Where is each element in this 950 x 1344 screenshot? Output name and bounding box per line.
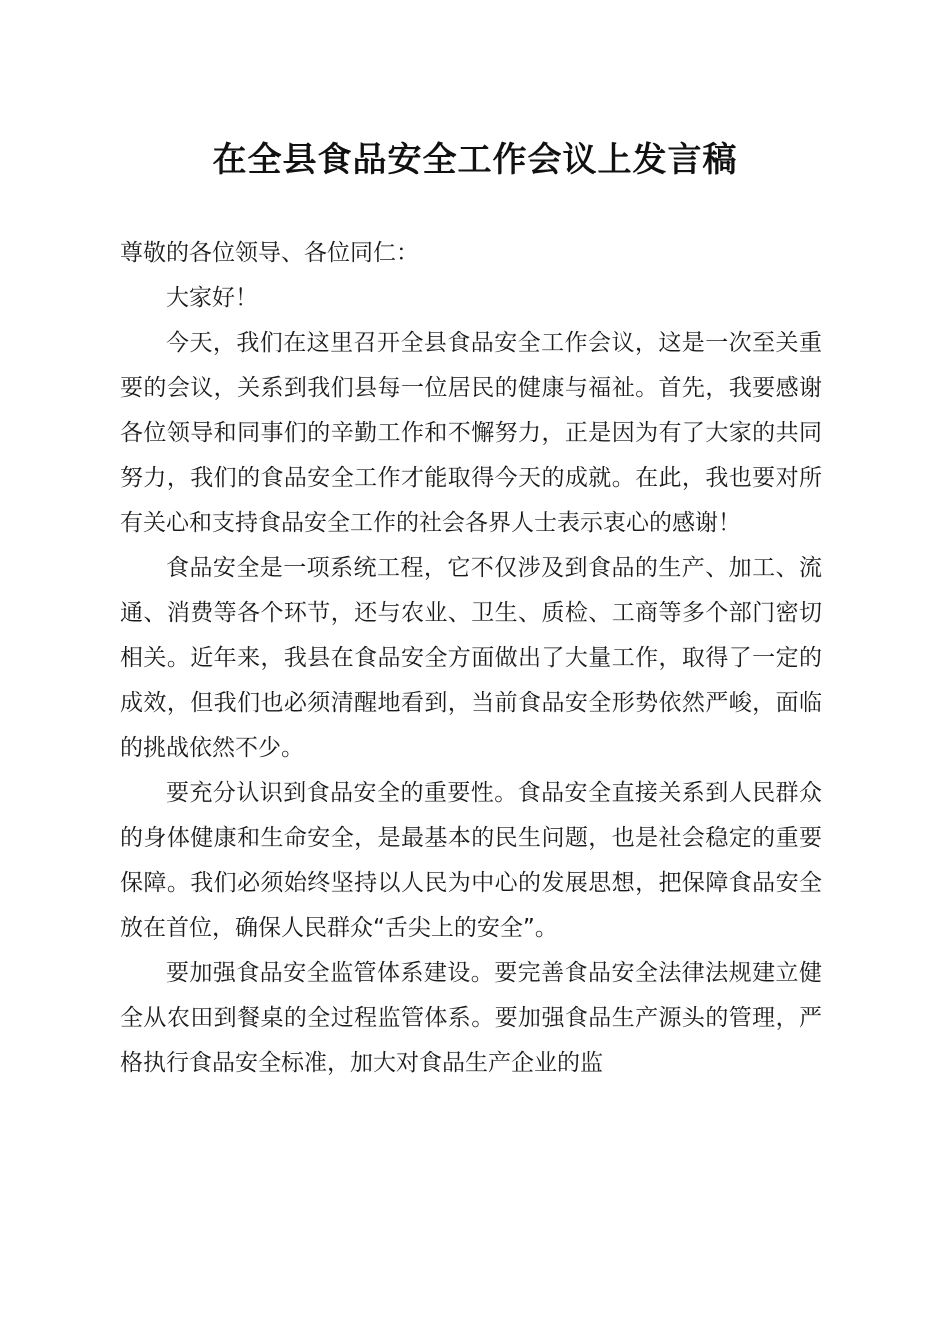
paragraph-system-engineering: 食品安全是一项系统工程，它不仅涉及到食品的生产、加工、流通、消费等各个环节，还与农业、卫生、质检、工商等多个部门密切相关。近年来，我县在食品安全方面做出了大量工作，取得了一定的成效，但我们也必须清醒地看到，当前食品安全形势依然严峻，面临的挑战依然不少。 bbox=[120, 555, 822, 761]
paragraph-greeting: 大家好！ bbox=[166, 285, 258, 311]
paragraph-supervision: 要加强食品安全监管体系建设。要完善食品安全法律法规建立健全从农田到餐桌的全过程监管体系。要加强食品生产源头的管理，严格执行食品安全标准，加大对食品生产企业的监 bbox=[120, 960, 822, 1076]
document-body bbox=[120, 231, 822, 1086]
paragraph-opening: 今天，我们在这里召开全县食品安全工作会议，这是一次至关重要的会议，关系到我们县每一位居民的健康与福祉。首先，我要感谢各位领导和同事们的辛勤工作和不懈努力，正是因为有了大家的共同努力，我们的食品安全工作才能取得今天的成就。在此，我也要对所有关心和支持食品安全工作的社会各界人士表示衷心的感谢！ bbox=[120, 330, 822, 536]
paragraph-importance: 要充分认识到食品安全的重要性。食品安全直接关系到人民群众的身体健康和生命安全，是最基本的民生问题，也是社会稳定的重要保障。我们必须始终坚持以人民为中心的发展思想，把保障食品安全放在首位，确保人民群众“舌尖上的安全”。 bbox=[120, 780, 822, 941]
document-title: 在全县食品安全工作会议上发言稿 bbox=[212, 140, 738, 180]
salutation: 尊敬的各位领导、各位同仁： bbox=[120, 240, 419, 266]
